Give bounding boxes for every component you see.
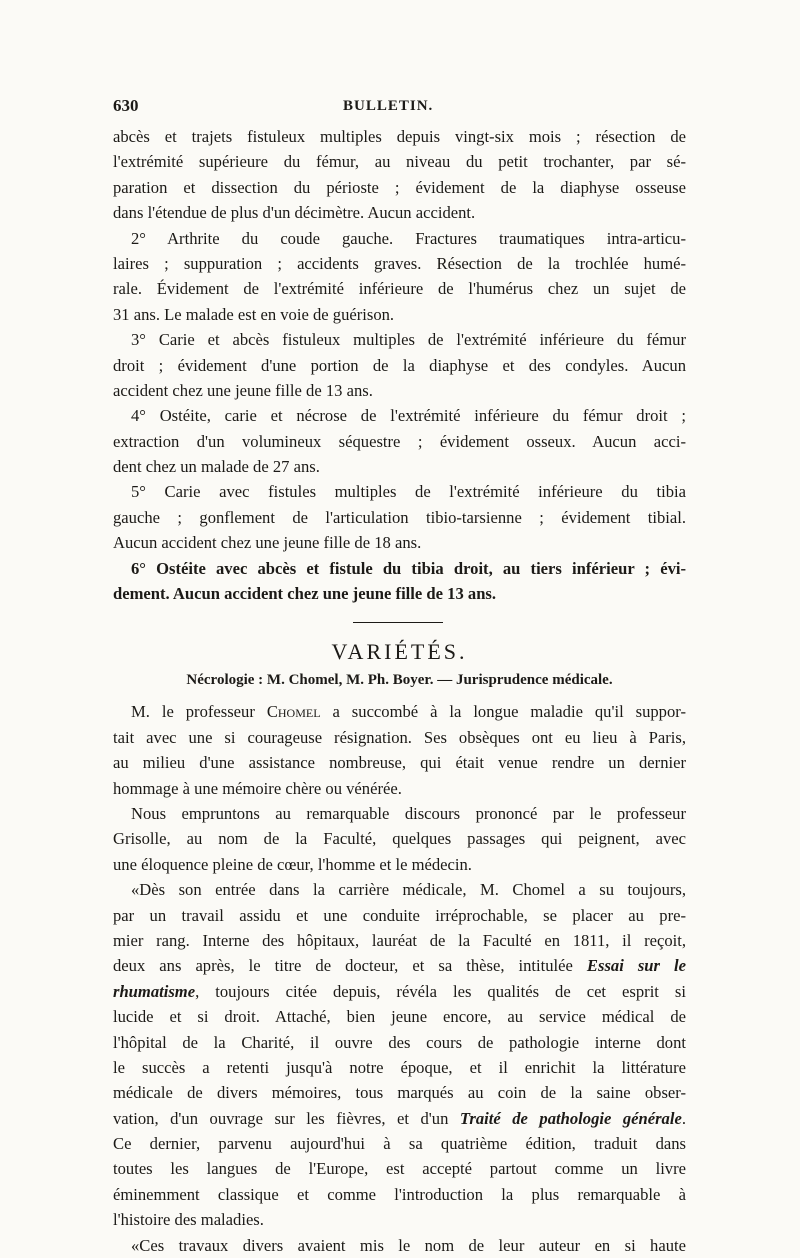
thesis-title: Essai sur le: [586, 956, 686, 976]
text-line: lucide et si droit. Attaché, bien jeune encore, au service médical de: [113, 1007, 686, 1027]
page-header: [113, 96, 686, 124]
page-number: 630: [113, 96, 139, 115]
case-line: 6° Ostéite avec abcès et fistule du tibia droit, au tiers inférieur ; évi-: [131, 558, 686, 578]
text-line: «Dès son entrée dans la carrière médicale, M. Chomel a su toujours,: [131, 880, 686, 900]
case-line: extraction d'un volumineux séquestre ; évidement osseux. Aucun acci-: [113, 431, 686, 451]
text-run: M. le professeur: [131, 702, 267, 722]
case-list: [113, 124, 686, 606]
text-line: par un travail assidu et une conduite irréprochable, se placer au pre-: [113, 905, 686, 925]
section-subtitle: Nécrologie : M. Chomel, M. Ph. Boyer. — Jurisprudence médicale.: [186, 672, 613, 689]
case-line: droit ; évidement d'une portion de la diaphyse et des condyles. Aucun: [113, 355, 686, 375]
text-line: l'histoire des maladies.: [113, 1210, 264, 1230]
text-line: Ce dernier, parvenu aujourd'hui à sa quatrième édition, traduit dans: [113, 1134, 686, 1154]
text-line: au milieu d'une assistance nombreuse, qui était venue rendre un dernier: [113, 753, 686, 773]
paragraph-discourse-intro: [113, 801, 686, 877]
case-line: 4° Ostéite, carie et nécrose de l'extrémité inférieure du fémur droit ;: [131, 406, 686, 426]
case-line: accident chez une jeune fille de 13 ans.: [113, 380, 373, 400]
person-name: Chomel: [266, 702, 321, 722]
case-line: 31 ans. Le malade est en voie de guérison.: [113, 304, 395, 324]
case-line: 5° Carie avec fistules multiples de l'extrémité inférieure du tibia: [131, 482, 686, 502]
text-line: hommage à une mémoire chère ou vénérée.: [113, 778, 402, 798]
section-divider: [353, 622, 443, 623]
book-title: Traité de pathologie générale: [459, 1108, 682, 1128]
text-run: .: [681, 1108, 686, 1128]
case-line: rale. Évidement de l'extrémité inférieure de l'humérus chez un sujet de: [113, 279, 686, 299]
case-line: dent chez un malade de 27 ans.: [113, 457, 320, 477]
text-line: [113, 979, 686, 1004]
text-line: une éloquence pleine de cœur, l'homme et le médecin.: [113, 854, 472, 874]
case-line: abcès et trajets fistuleux multiples depuis vingt-six mois ; résection de: [113, 127, 686, 146]
case-line: paration et dissection du périoste ; évidement de la diaphyse osseuse: [113, 177, 686, 197]
paragraph-quote-continued: [113, 1233, 686, 1258]
text-run: vation, d'un ouvrage sur les fièvres, et d'un: [113, 1108, 460, 1128]
text-line: le succès a retenti jusqu'à notre époque, et il enrichit la littérature: [113, 1057, 686, 1077]
text-run: a succombé à la longue maladie qu'il suppor-: [320, 702, 686, 722]
case-line: gauche ; gonflement de l'articulation tibio-tarsienne ; évidement tibial.: [113, 507, 686, 527]
text-line: [113, 1106, 686, 1131]
text-line: Grisolle, au nom de la Faculté, quelques passages qui peignent, avec: [113, 829, 686, 849]
text-line: éminemment classique et comme l'introduction la plus remarquable à: [113, 1184, 686, 1204]
case-line: 2° Arthrite du coude gauche. Fractures traumatiques intra-articu-: [131, 228, 686, 248]
thesis-title: rhumatisme: [113, 981, 196, 1001]
case-line: dans l'étendue de plus d'un décimètre. Aucun accident.: [113, 203, 476, 223]
text-run: , toujours citée depuis, révéla les qualités de cet esprit si: [195, 981, 686, 1001]
text-line: tait avec une si courageuse résignation. Ses obsèques ont eu lieu à Paris,: [113, 727, 686, 747]
text-line: [113, 699, 686, 724]
case-line: Aucun accident chez une jeune fille de 18 ans.: [113, 533, 422, 553]
section-title: VARIÉTÉS.: [331, 639, 468, 665]
text-line: toutes les langues de l'Europe, est accepté partout comme un livre: [113, 1159, 686, 1179]
text-line: l'hôpital de la Charité, il ouvre des cours de pathologie interne dont: [113, 1032, 686, 1052]
text-line: médicale de divers mémoires, tous marqués au coin de la saine obser-: [113, 1083, 686, 1103]
case-line: laires ; suppuration ; accidents graves. Résection de la trochlée humé-: [113, 253, 686, 273]
case-line: l'extrémité supérieure du fémur, au niveau du petit trochanter, par sé-: [113, 152, 686, 172]
running-title: BULLETIN.: [343, 98, 434, 114]
text-line: Nous empruntons au remarquable discours prononcé par le professeur: [131, 803, 686, 823]
text-line: [113, 953, 686, 978]
text-line: «Ces travaux divers avaient mis le nom de leur auteur en si haute: [131, 1235, 686, 1255]
paragraph-quote: [113, 877, 686, 1232]
text-run: deux ans après, le titre de docteur, et sa thèse, intitulée: [113, 956, 587, 976]
text-line: mier rang. Interne des hôpitaux, lauréat de la Faculté en 1811, il reçoit,: [113, 930, 686, 950]
case-line: 3° Carie et abcès fistuleux multiples de l'extrémité inférieure du fémur: [131, 330, 686, 350]
page: [113, 96, 686, 1258]
paragraph-necrology: [113, 699, 686, 801]
case-line: dement. Aucun accident chez une jeune fille de 13 ans.: [113, 584, 497, 604]
